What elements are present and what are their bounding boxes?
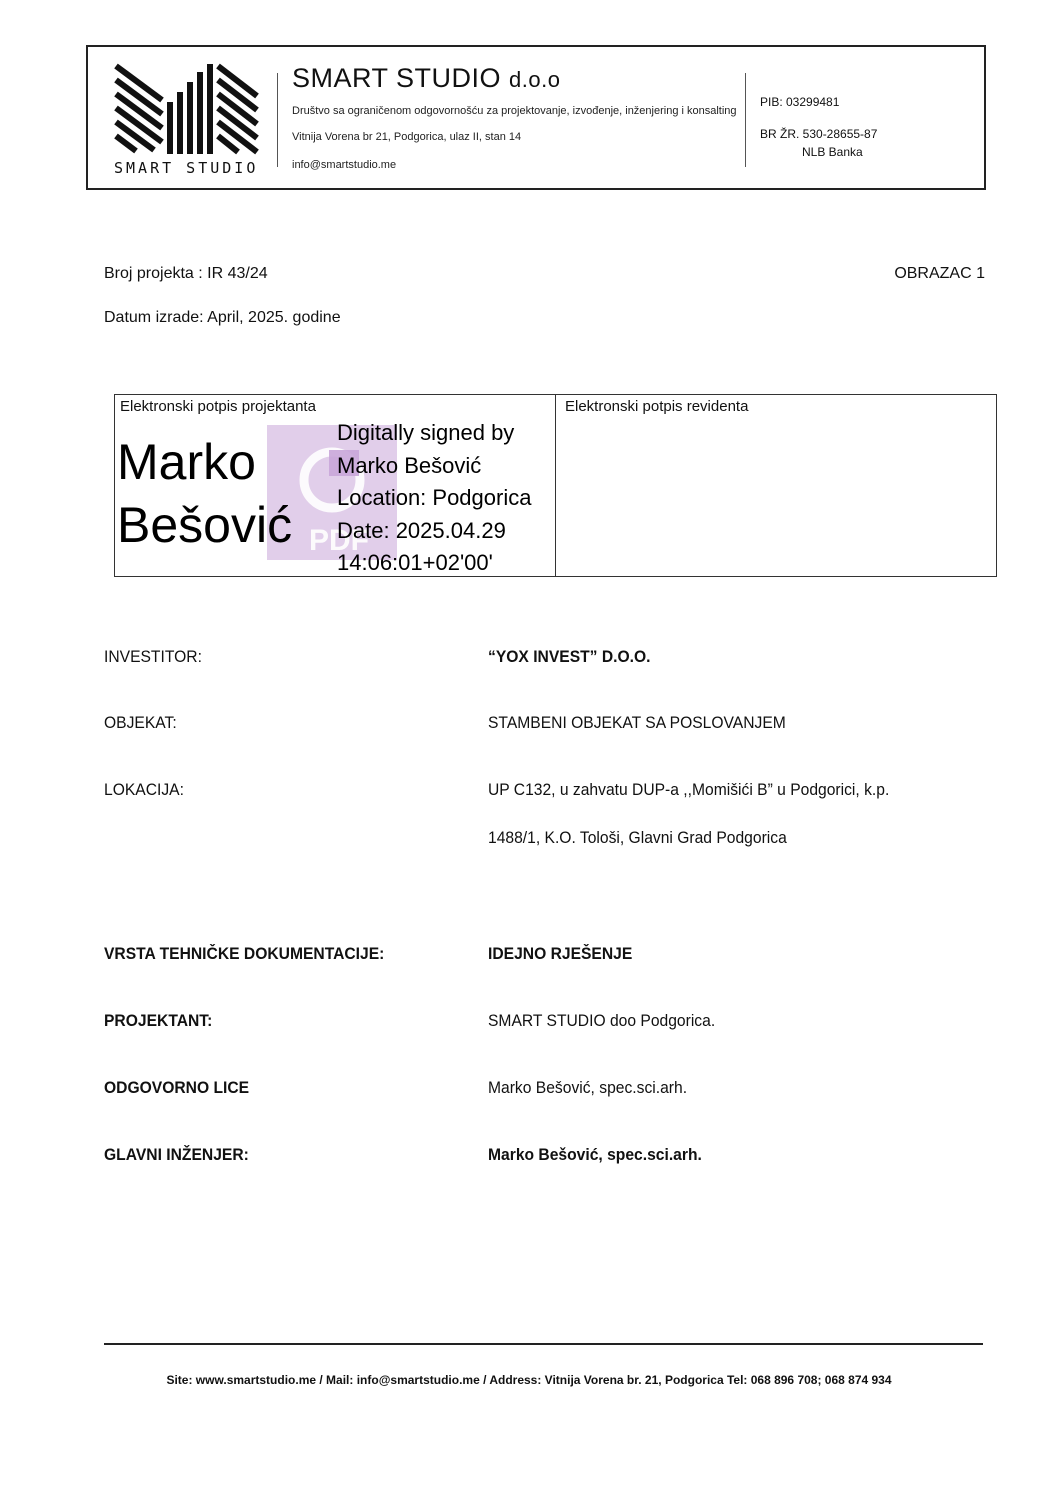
signature-table	[114, 394, 997, 577]
footer-divider	[104, 1343, 983, 1345]
signer-name-line1: Marko	[117, 434, 256, 490]
glavni-inzenjer-value: Marko Bešović, spec.sci.arh.	[488, 1145, 702, 1164]
bank-account: BR ŽR. 530-28655-87	[760, 127, 878, 141]
odgovorno-lice-value: Marko Bešović, spec.sci.arh.	[488, 1078, 688, 1097]
vrsta-label: VRSTA TEHNIČKE DOKUMENTACIJE:	[104, 944, 385, 963]
signature-detail-line: Location: Podgorica	[337, 485, 532, 510]
letterhead	[86, 45, 986, 190]
watermark-text: PDF	[309, 524, 369, 557]
projektant-label: PROJEKTANT:	[104, 1011, 213, 1030]
header-divider-right	[745, 73, 746, 167]
signer-name-line2: Bešović	[117, 497, 293, 553]
signer-name	[117, 431, 292, 557]
company-tagline: Društvo sa ograničenom odgovornošću za projektovanje, izvođenje, inženjering i konsalting	[292, 105, 737, 117]
company-email: info@smartstudio.me	[292, 159, 397, 171]
signature-divider	[555, 395, 556, 576]
lokacija-value-line2: 1488/1, K.O. Tološi, Glavni Grad Podgorica	[488, 828, 787, 847]
form-number: OBRAZAC 1	[894, 265, 985, 282]
company-pib: PIB: 03299481	[760, 95, 840, 109]
signature-detail-line: Date: 2025.04.29	[337, 517, 506, 543]
reviewer-signature-label: Elektronski potpis revidenta	[565, 398, 749, 415]
projektant-value: SMART STUDIO doo Podgorica.	[488, 1011, 716, 1030]
lokacija-label: LOKACIJA:	[104, 780, 184, 799]
building-logo-icon	[114, 62, 259, 157]
project-number: Broj projekta : IR 43/24	[104, 265, 268, 282]
company-logo	[114, 62, 259, 177]
creation-date: Datum izrade: April, 2025. godine	[104, 309, 341, 326]
odgovorno-lice-label: ODGOVORNO LICE	[104, 1078, 250, 1097]
vrsta-value: IDEJNO RJEŠENJE	[488, 944, 633, 963]
glavni-inzenjer-label: GLAVNI INŽENJER:	[104, 1145, 249, 1164]
company-name-main: SMART STUDIO	[292, 63, 502, 93]
company-address: Vitnija Vorena br 21, Podgorica, ulaz II, stan 14	[292, 131, 522, 143]
signature-detail-line: 14:06:01+02'00'	[337, 550, 493, 575]
footer-contact: Site: www.smartstudio.me / Mail: info@smartstudio.me / Address: Vitnija Vorena br. 21, Podgorica Tel: 068 896 708; 068 874 934	[166, 1373, 892, 1387]
objekat-value: STAMBENI OBJEKAT SA POSLOVANJEM	[488, 713, 786, 732]
objekat-label: OBJEKAT:	[104, 713, 177, 732]
header-divider-left	[277, 73, 278, 167]
company-name-suffix: d.o.o	[509, 67, 561, 92]
lokacija-value-line1: UP C132, u zahvatu DUP-a ,,Momišići B” u Podgorici, k.p.	[488, 780, 890, 799]
signature-detail-line: Marko Bešović	[337, 452, 482, 478]
investitor-label: INVESTITOR:	[104, 647, 202, 666]
investitor-value: “YOX INVEST” D.O.O.	[488, 647, 651, 666]
designer-signature-label: Elektronski potpis projektanta	[120, 398, 316, 415]
signature-detail-line: Digitally signed by	[337, 420, 515, 445]
company-name	[292, 63, 560, 94]
logo-text: SMART STUDIO	[114, 159, 259, 177]
signature-details	[337, 417, 531, 580]
bank-name: NLB Banka	[802, 145, 863, 159]
